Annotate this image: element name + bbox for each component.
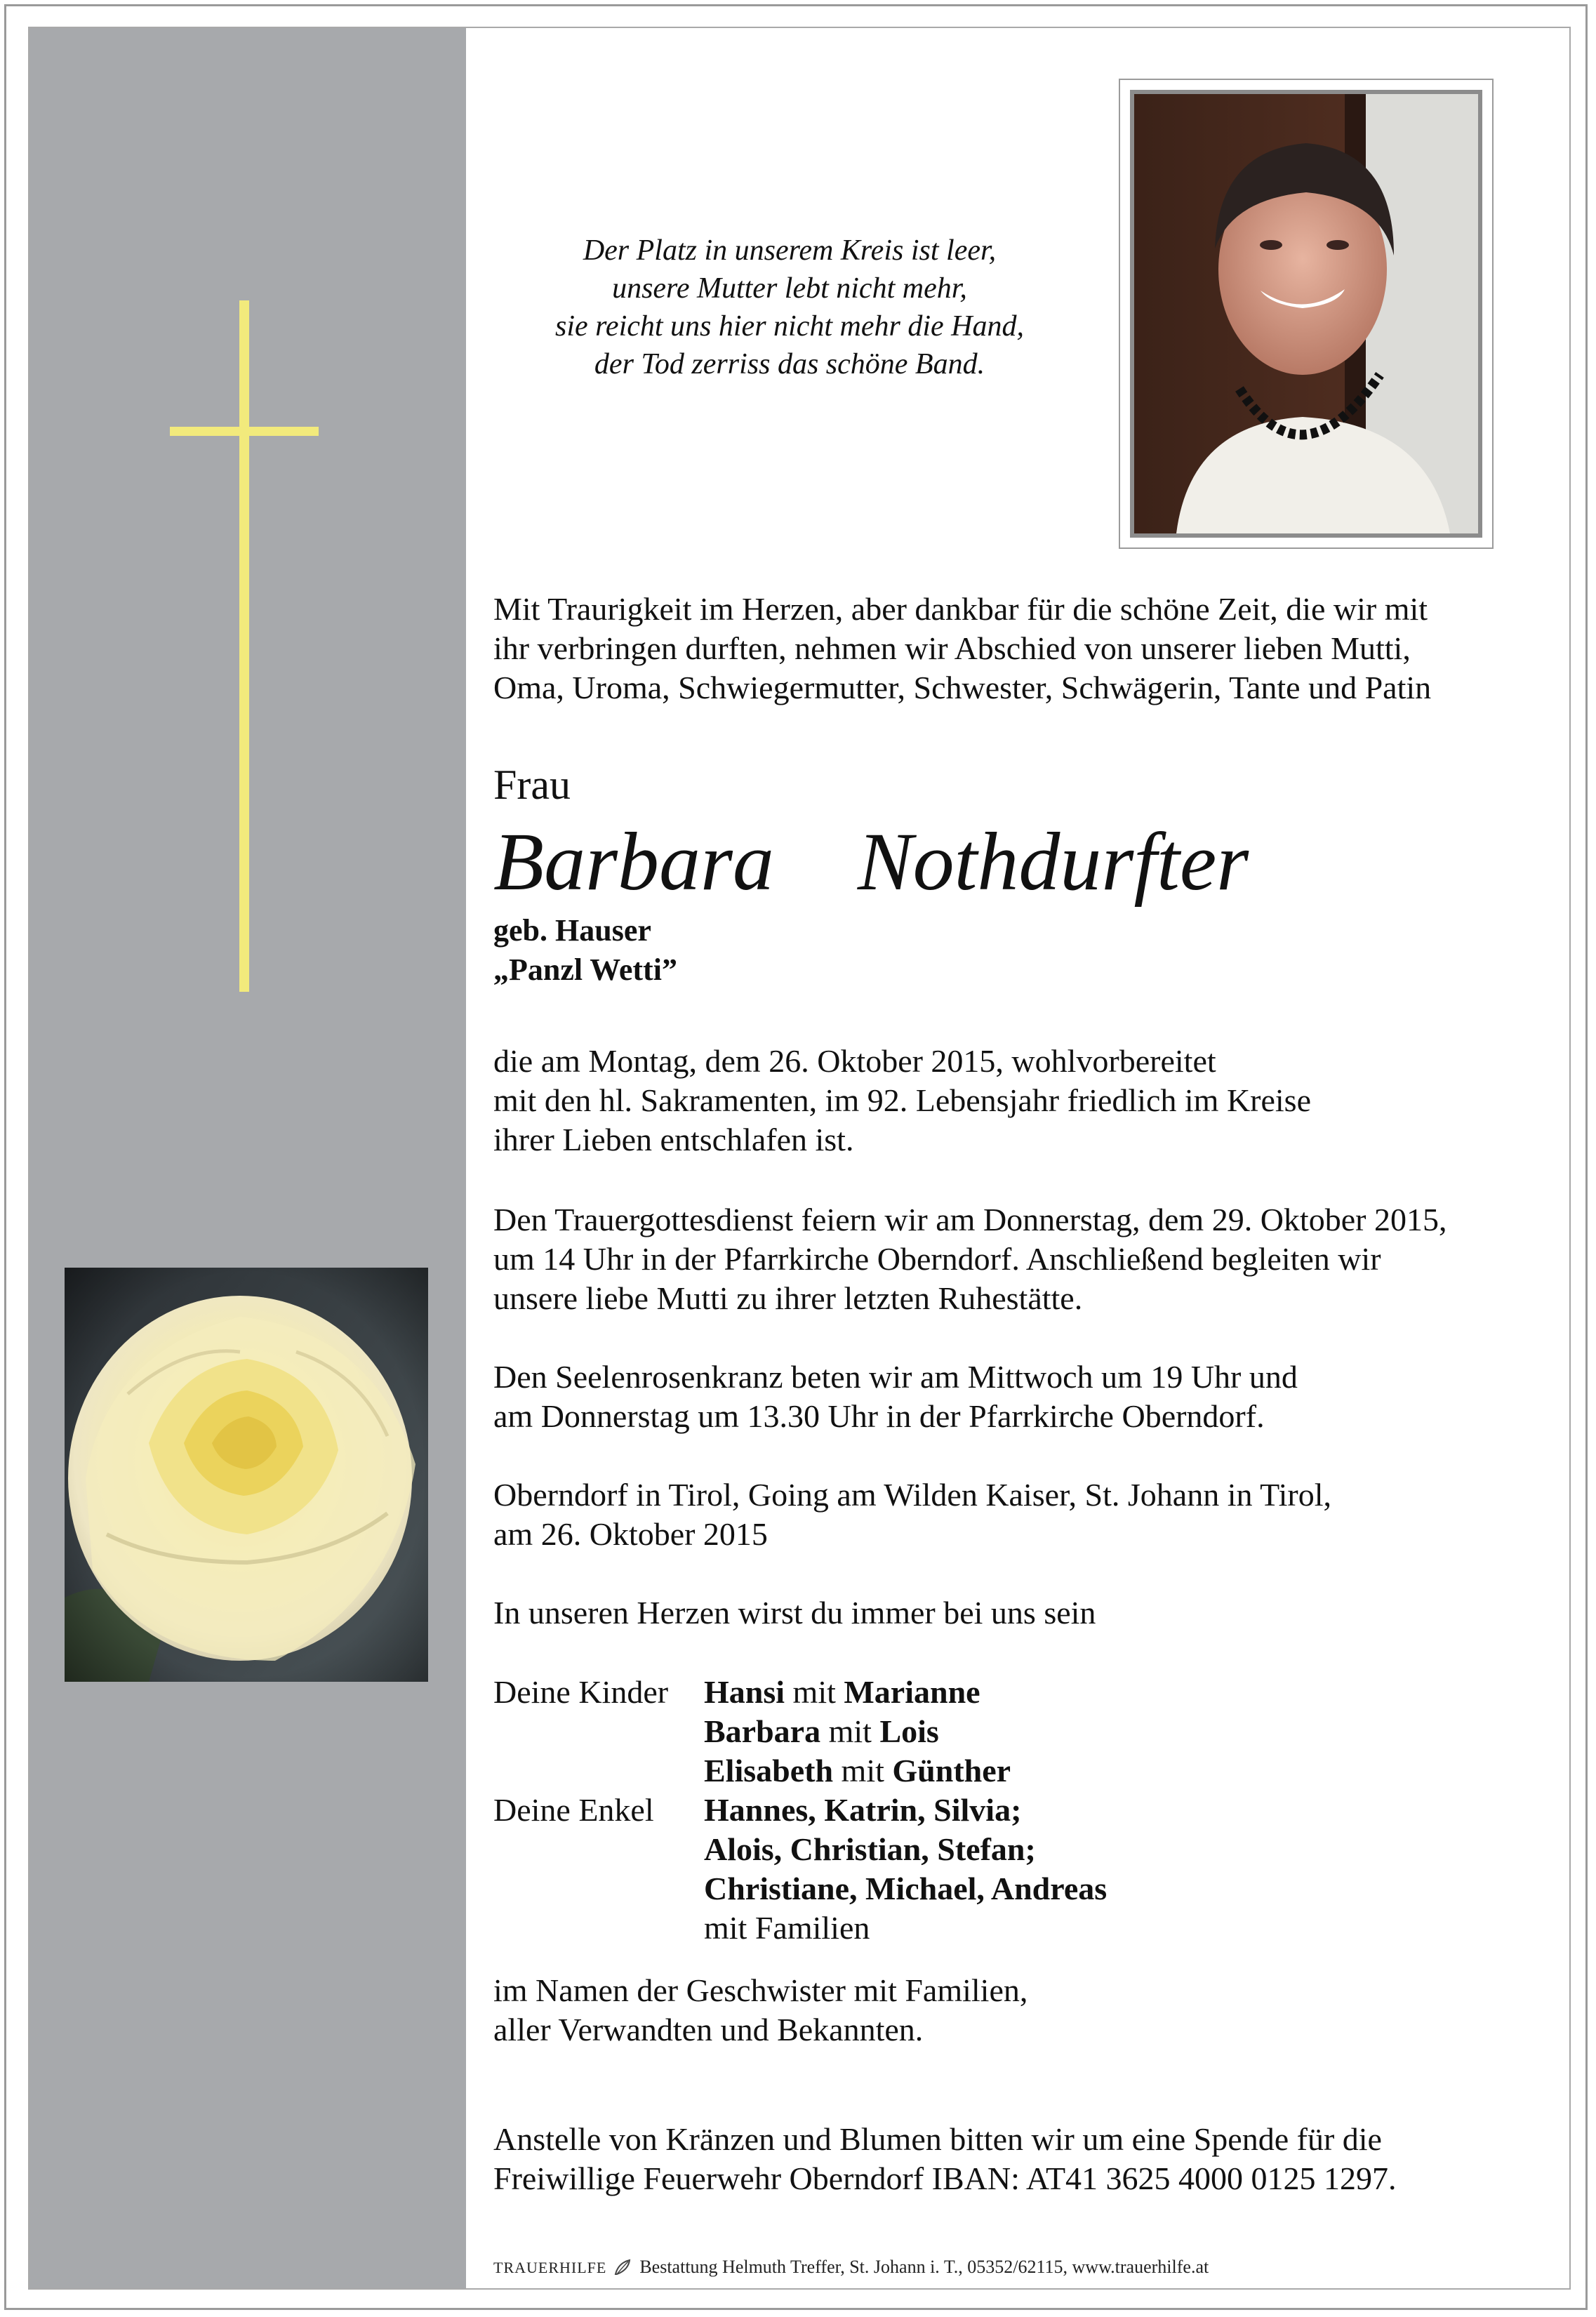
- intro-line: Oma, Uroma, Schwiegermutter, Schwester, Schwägerin, Tante und Patin: [493, 670, 1432, 705]
- death-notice: [493, 1042, 1311, 1160]
- grandchildren-entry: Alois, Christian, Stefan;: [704, 1831, 1036, 1867]
- service-line: Den Trauergottesdienst feiern wir am Donnerstag, dem 29. Oktober 2015,: [493, 1202, 1447, 1237]
- poem: [491, 232, 1088, 383]
- place-line: Oberndorf in Tirol, Going am Wilden Kaiser, St. Johann in Tirol,: [493, 1477, 1332, 1513]
- portrait-photo: [1130, 90, 1482, 538]
- child-entry: Hansi mit Marianne: [704, 1674, 980, 1710]
- on-behalf-of: [493, 1971, 1028, 2050]
- donation-line: Freiwillige Feuerwehr Oberndorf IBAN: AT41 3625 4000 0125 1297.: [493, 2160, 1397, 2196]
- poem-line: unsere Mutter lebt nicht mehr,: [612, 272, 967, 305]
- child-entry: Elisabeth mit Günther: [704, 1753, 1011, 1788]
- grandchildren-entry: Christiane, Michael, Andreas: [704, 1871, 1108, 1906]
- donation-line: Anstelle von Kränzen und Blumen bitten wir um eine Spende für die: [493, 2121, 1382, 2157]
- footer-text: Bestattung Helmuth Treffer, St. Johann i. T., 05352/62115, www.trauerhilfe.at: [639, 2257, 1209, 2277]
- behalf-line: im Namen der Geschwister mit Familien,: [493, 1972, 1028, 2008]
- child-entry: Barbara mit Lois: [704, 1713, 939, 1749]
- funeral-service: [493, 1200, 1447, 1318]
- portrait-frame: [1119, 79, 1494, 549]
- birth-name: geb. Hauser: [493, 913, 651, 948]
- footer-brand: TRAUERHILFE: [493, 2259, 607, 2276]
- rose-image: [65, 1268, 428, 1682]
- poem-line: der Tod zerriss das schöne Band.: [594, 348, 985, 380]
- children-label: Deine Kinder: [493, 1674, 669, 1710]
- service-line: unsere liebe Mutti zu ihrer letzten Ruhestätte.: [493, 1280, 1083, 1316]
- place-date: [493, 1475, 1331, 1554]
- leaf-logo-icon: [611, 2257, 635, 2277]
- nickname: „Panzl Wetti”: [493, 952, 677, 987]
- footer: [493, 2256, 1209, 2279]
- intro-text: [493, 590, 1431, 708]
- hearts-line: In unseren Herzen wirst du immer bei uns sein: [493, 1595, 1096, 1631]
- behalf-line: aller Verwandten und Bekannten.: [493, 2012, 924, 2047]
- rosary-line: am Donnerstag um 13.30 Uhr in der Pfarrkirche Oberndorf.: [493, 1398, 1265, 1434]
- donation-request: [493, 2120, 1397, 2198]
- death-line: die am Montag, dem 26. Oktober 2015, wohlvorbereitet: [493, 1043, 1216, 1079]
- with-families: mit Familien: [704, 1910, 870, 1946]
- title-label: Frau: [493, 762, 571, 808]
- birth-name-block: [493, 911, 677, 990]
- intro-line: Mit Traurigkeit im Herzen, aber dankbar für die schöne Zeit, die wir mit: [493, 591, 1428, 627]
- death-line: ihrer Lieben entschlafen ist.: [493, 1122, 854, 1157]
- grandchildren-label: Deine Enkel: [493, 1792, 654, 1828]
- rosary-notice: [493, 1357, 1298, 1436]
- grandchildren-entry: Hannes, Katrin, Silvia;: [704, 1792, 1022, 1828]
- service-line: um 14 Uhr in der Pfarrkirche Oberndorf. Anschließend begleiten wir: [493, 1241, 1381, 1277]
- date-line: am 26. Oktober 2015: [493, 1516, 768, 1552]
- intro-line: ihr verbringen durften, nehmen wir Abschied von unserer lieben Mutti,: [493, 630, 1411, 666]
- poem-line: Der Platz in unserem Kreis ist leer,: [583, 234, 997, 267]
- deceased-name: Barbara Nothdurfter: [493, 816, 1249, 908]
- poem-line: sie reicht uns hier nicht mehr die Hand,: [554, 310, 1024, 343]
- rosary-line: Den Seelenrosenkranz beten wir am Mittwoch um 19 Uhr und: [493, 1359, 1298, 1395]
- death-line: mit den hl. Sakramenten, im 92. Lebensjahr friedlich im Kreise: [493, 1082, 1312, 1118]
